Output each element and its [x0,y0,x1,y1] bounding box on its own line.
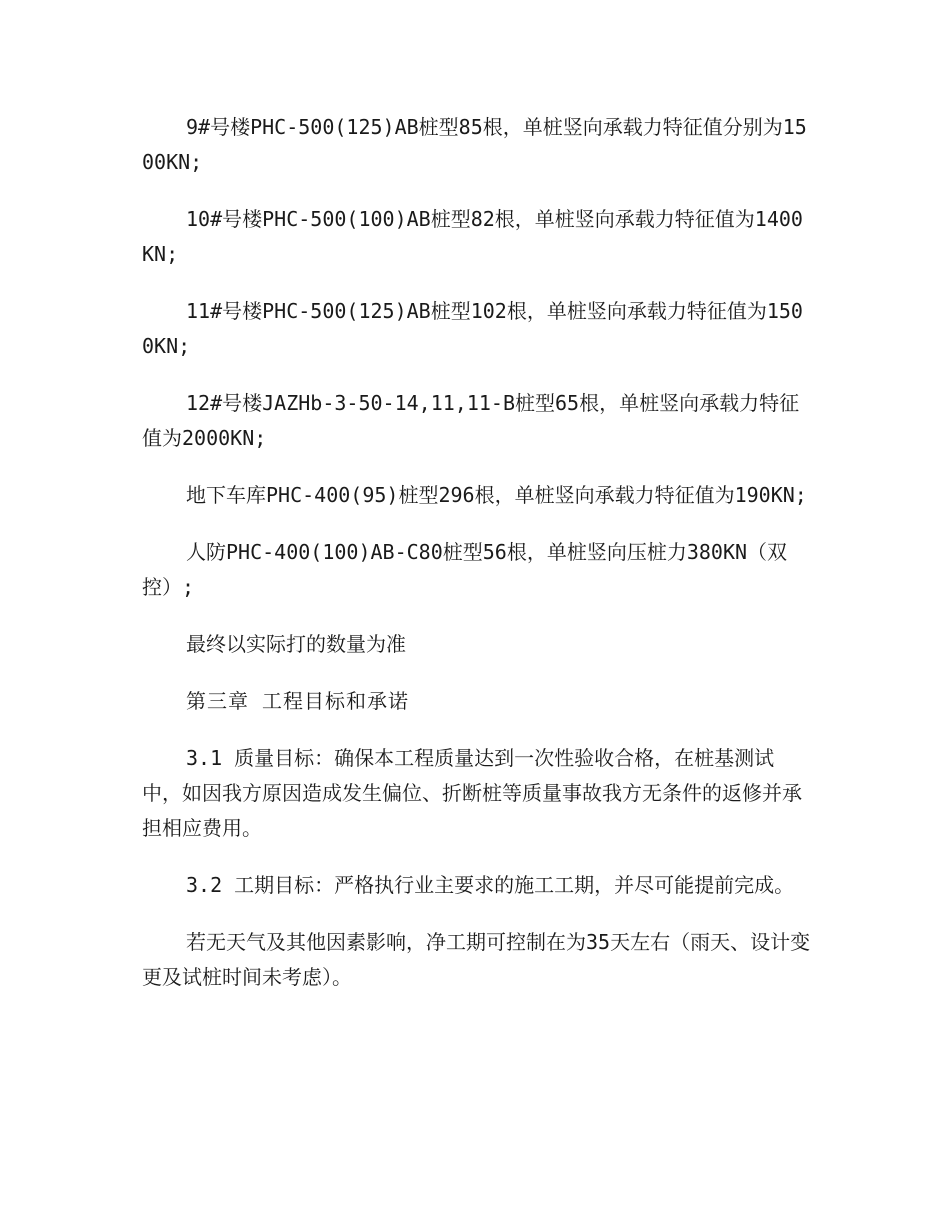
paragraph-final-quantity-note: 最终以实际打的数量为准 [186,632,406,656]
paragraph-building-9: 9#号楼PHC-500(125)AB桩型85根，单桩竖向承载力特征值分别为1500KN; [142,115,807,174]
paragraph-quality-target: 3.1 质量目标：确保本工程质量达到一次性验收合格，在桩基测试中，如因我方原因造成发生偏位、折断桩等质量事故我方无条件的返修并承担相应费用。 [142,746,802,840]
paragraph-building-10: 10#号楼PHC-500(100)AB桩型82根，单桩竖向承载力特征值为1400KN; [142,207,803,266]
document-body [142,110,814,995]
paragraph-underground-garage: 地下车库PHC-400(95)桩型296根，单桩竖向承载力特征值为190KN; [186,483,807,507]
paragraph-schedule-target: 3.2 工期目标：严格执行业主要求的施工工期，并尽可能提前完成。 [186,873,795,897]
paragraph-net-duration: 若无天气及其他因素影响，净工期可控制在为35天左右（雨天、设计变更及试桩时间未考虑）。 [142,930,811,989]
paragraph-building-11: 11#号楼PHC-500(125)AB桩型102根，单桩竖向承载力特征值为1500KN; [142,299,803,358]
paragraph-civil-defense: 人防PHC-400(100)AB-C80桩型56根，单桩竖向压桩力380KN（双控）; [142,540,788,599]
paragraph-building-12: 12#号楼JAZHb-3-50-14,11,11-B桩型65根，单桩竖向承载力特征值为2000KN; [142,391,800,450]
chapter-heading: 第三章 工程目标和承诺 [186,689,410,713]
